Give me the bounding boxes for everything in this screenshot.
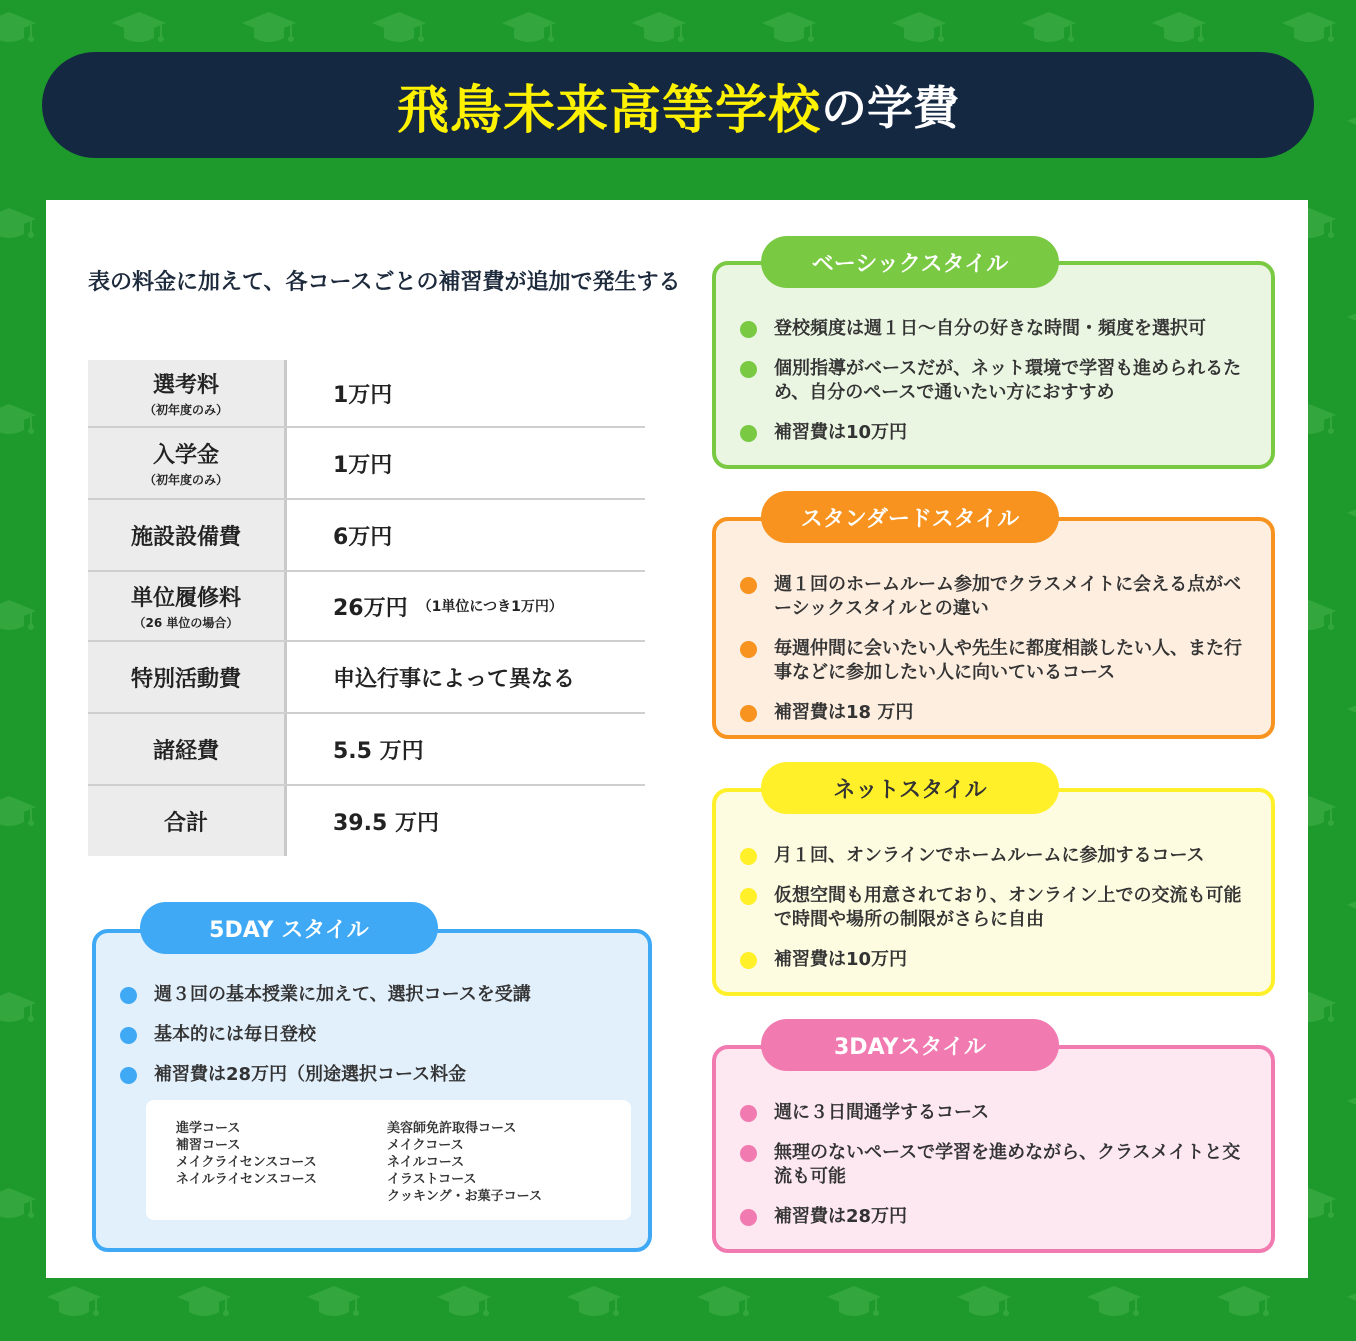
fee-value — [287, 360, 645, 426]
graduation-cap-icon — [1345, 304, 1356, 340]
graduation-cap-icon — [0, 598, 38, 634]
graduation-cap-icon — [1345, 696, 1356, 732]
fee-label — [88, 642, 287, 712]
fee-value-note: （1単位につき1万円） — [417, 599, 563, 615]
bullet-dot-icon — [740, 577, 757, 594]
fee-label — [88, 714, 287, 784]
fee-row — [88, 360, 645, 428]
fee-label-text: 諸経費 — [152, 738, 219, 764]
page-title: 飛鳥未来高等学校 — [396, 80, 821, 141]
style-bullet-item — [740, 844, 1251, 868]
graduation-cap-icon — [0, 10, 38, 46]
bullet-dot-icon — [120, 1067, 137, 1084]
fee-row — [88, 786, 645, 856]
style-bullet-item — [740, 884, 1251, 932]
fee-row — [88, 714, 645, 786]
style-box-basic — [712, 261, 1275, 469]
bullet-dot-icon — [740, 952, 757, 969]
graduation-cap-icon — [1020, 10, 1078, 46]
fee-row — [88, 572, 645, 642]
bullet-dot-icon — [740, 1105, 757, 1122]
course-item: ネイルコース — [387, 1155, 465, 1170]
graduation-cap-icon — [240, 10, 298, 46]
bullet-dot-icon — [740, 361, 757, 378]
graduation-cap-icon — [0, 402, 38, 438]
course-list-right — [387, 1120, 542, 1205]
style-bullet-text: 週に３日間通学するコース — [774, 1102, 990, 1123]
style-box-3day — [712, 1045, 1275, 1253]
style-bullet-item — [740, 357, 1251, 405]
fee-value-text: 1万円 — [333, 452, 393, 478]
style-bullet-text: 補習費は10万円 — [774, 422, 908, 443]
fee-row — [88, 500, 645, 572]
fee-value — [287, 572, 645, 640]
style-bullets — [740, 1101, 1251, 1245]
fee-value-text: 1万円 — [333, 382, 393, 408]
style-bullet-text: 登校頻度は週１日〜自分の好きな時間・頻度を選択可 — [774, 318, 1206, 339]
graduation-cap-icon — [565, 1284, 623, 1320]
fee-label — [88, 572, 287, 640]
bullet-dot-icon — [740, 425, 757, 442]
graduation-cap-icon — [500, 10, 558, 46]
fee-table — [88, 360, 645, 856]
fee-value-text: 申込行事によって異なる — [333, 666, 576, 692]
graduation-cap-icon — [1280, 10, 1338, 46]
course-list-box — [146, 1100, 631, 1220]
style-pill-5day: 5DAY スタイル — [140, 902, 438, 954]
page-title-suffix: の学費 — [821, 81, 959, 135]
style-pill-3day: 3DAYスタイル — [761, 1019, 1059, 1071]
fee-value — [287, 428, 645, 498]
style-bullets — [740, 844, 1251, 988]
graduation-cap-icon — [0, 794, 38, 830]
fee-value — [287, 500, 645, 570]
course-item: 進学コース — [176, 1121, 241, 1136]
style-bullet-text: 無理のないペースで学習を進めながら、クラスメイトと交流も可能 — [774, 1142, 1241, 1187]
bullet-dot-icon — [740, 641, 757, 658]
fee-label — [88, 500, 287, 570]
style-bullet-text: 補習費は18 万円 — [774, 702, 914, 723]
fee-value — [287, 714, 645, 784]
fee-value-text: 5.5 万円 — [333, 738, 424, 764]
fee-value-text: 39.5 万円 — [333, 810, 439, 836]
graduation-cap-icon — [1345, 1284, 1356, 1320]
style-bullets — [120, 983, 628, 1103]
bullet-dot-icon — [120, 987, 137, 1004]
style-bullet-item — [740, 421, 1251, 445]
fee-value — [287, 786, 645, 856]
style-bullet-text: 毎週仲間に会いたい人や先生に都度相談したい人、また行事などに参加したい人に向いているコース — [774, 638, 1242, 683]
course-item: ネイルライセンスコース — [176, 1172, 317, 1187]
style-bullet-item — [740, 637, 1251, 685]
style-bullet-text: 週１回のホームルーム参加でクラスメイトに会える点がベーシックスタイルとの違い — [774, 574, 1242, 619]
bullet-dot-icon — [740, 321, 757, 338]
style-bullet-item — [740, 317, 1251, 341]
graduation-cap-icon — [825, 1284, 883, 1320]
graduation-cap-icon — [1345, 1088, 1356, 1124]
style-box-net — [712, 788, 1275, 996]
course-item: 美容師免許取得コース — [387, 1121, 517, 1136]
style-bullet-item — [740, 948, 1251, 972]
graduation-cap-icon — [305, 1284, 363, 1320]
style-bullet-item — [740, 1141, 1251, 1189]
style-bullet-text: 個別指導がベースだが、ネット環境で学習も進められるため、自分のペースで通いたい方におすすめ — [774, 358, 1242, 403]
fee-label-note: （26 単位の場合） — [133, 616, 239, 630]
style-bullet-text: 週３回の基本授業に加えて、選択コースを受講 — [154, 984, 531, 1005]
graduation-cap-icon — [695, 1284, 753, 1320]
style-pill-basic: ベーシックスタイル — [761, 236, 1059, 288]
graduation-cap-icon — [370, 10, 428, 46]
fee-value-text: 26万円 — [333, 595, 408, 621]
bullet-dot-icon — [120, 1027, 137, 1044]
fee-label-text: 単位履修料 — [130, 586, 241, 611]
course-item: 補習コース — [176, 1138, 241, 1153]
graduation-cap-icon — [110, 10, 168, 46]
graduation-cap-icon — [0, 990, 38, 1026]
course-list-left — [176, 1120, 317, 1188]
style-bullets — [740, 317, 1251, 461]
style-bullet-text: 補習費は10万円 — [774, 949, 908, 970]
fee-label — [88, 786, 287, 856]
graduation-cap-icon — [0, 1186, 38, 1222]
fee-value-text: 6万円 — [333, 524, 393, 550]
graduation-cap-icon — [955, 1284, 1013, 1320]
style-bullet-item — [120, 1063, 628, 1087]
style-pill-net: ネットスタイル — [761, 762, 1059, 814]
course-item: クッキング・お菓子コース — [387, 1189, 542, 1204]
graduation-cap-icon — [1345, 500, 1356, 536]
fee-label-note: （初年度のみ） — [143, 403, 228, 417]
style-bullet-item — [740, 573, 1251, 621]
graduation-cap-icon — [435, 1284, 493, 1320]
fee-label-text: 施設設備費 — [130, 524, 241, 550]
fee-row — [88, 642, 645, 714]
fee-label-text: 特別活動費 — [130, 666, 241, 692]
style-bullet-text: 基本的には毎日登校 — [154, 1024, 316, 1045]
graduation-cap-icon — [175, 1284, 233, 1320]
fee-label-text: 選考料 — [152, 373, 219, 398]
fee-label-note: （初年度のみ） — [143, 473, 228, 487]
style-bullet-item — [120, 983, 628, 1007]
graduation-cap-icon — [1150, 10, 1208, 46]
fee-label-text: 合計 — [163, 810, 208, 836]
bullet-dot-icon — [740, 848, 757, 865]
style-pill-standard: スタンダードスタイル — [761, 491, 1059, 543]
graduation-cap-icon — [45, 1284, 103, 1320]
style-bullet-text: 補習費は28万円 — [774, 1206, 908, 1227]
graduation-cap-icon — [890, 10, 948, 46]
bullet-dot-icon — [740, 888, 757, 905]
style-bullet-item — [740, 1205, 1251, 1229]
graduation-cap-icon — [760, 10, 818, 46]
style-bullet-item — [740, 701, 1251, 725]
course-item: イラストコース — [387, 1172, 477, 1187]
graduation-cap-icon — [1345, 892, 1356, 928]
fee-row — [88, 428, 645, 500]
fee-label — [88, 360, 287, 426]
style-bullet-text: 仮想空間も用意されており、オンライン上での交流も可能で時間や場所の制限がさらに自由 — [774, 885, 1242, 930]
bullet-dot-icon — [740, 1145, 757, 1162]
bullet-dot-icon — [740, 1209, 757, 1226]
fee-value — [287, 642, 645, 712]
graduation-cap-icon — [1345, 108, 1356, 144]
intro-text: 表の料金に加えて、各コースごとの補習費が追加で発生する — [88, 270, 681, 295]
course-item: メイクライセンスコース — [176, 1155, 317, 1170]
style-bullet-text: 補習費は28万円（別途選択コース料金 — [154, 1064, 467, 1085]
bullet-dot-icon — [740, 705, 757, 722]
page-title-bar — [42, 52, 1314, 158]
graduation-cap-icon — [0, 206, 38, 242]
graduation-cap-icon — [630, 10, 688, 46]
style-bullet-text: 月１回、オンラインでホームルームに参加するコース — [774, 845, 1205, 866]
style-bullet-item — [740, 1101, 1251, 1125]
fee-label — [88, 428, 287, 498]
fee-label-text: 入学金 — [152, 443, 219, 468]
graduation-cap-icon — [1085, 1284, 1143, 1320]
course-item: メイクコース — [387, 1138, 464, 1153]
style-bullet-item — [120, 1023, 628, 1047]
style-bullets — [740, 573, 1251, 741]
graduation-cap-icon — [1215, 1284, 1273, 1320]
style-box-standard — [712, 517, 1275, 739]
